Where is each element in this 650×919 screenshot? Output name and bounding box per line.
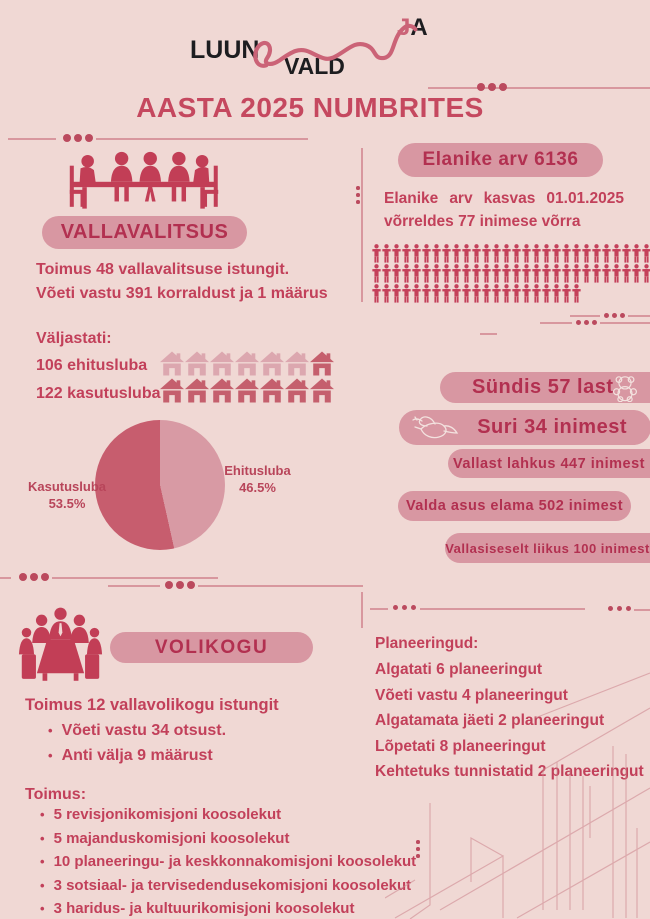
logo-letter-j: J [397, 14, 411, 41]
decor-dot [393, 605, 398, 610]
person-icon [542, 244, 551, 263]
list-item: Lõpetati 8 planeeringut [375, 737, 546, 755]
decor-line [370, 608, 388, 610]
decor-dot [584, 320, 589, 325]
person-icon [372, 244, 381, 263]
person-icon [482, 284, 491, 303]
person-icon [382, 244, 391, 263]
person-icon [442, 244, 451, 263]
decor-line [52, 577, 218, 579]
person-icon [572, 264, 581, 283]
decor-dot [604, 313, 609, 318]
person-icon [532, 264, 541, 283]
house-pictogram-row [160, 378, 334, 403]
vallavalitsus-pill: VALLAVALITSUS [42, 216, 247, 249]
decor-line [600, 322, 650, 324]
decor-line [198, 585, 363, 587]
person-icon [602, 244, 611, 263]
person-icon [432, 284, 441, 303]
building-lineart [385, 658, 650, 919]
list-item: • Anti välja 9 määrust [48, 746, 213, 764]
decor-dot [576, 320, 581, 325]
person-icon [552, 244, 561, 263]
person-icon [452, 264, 461, 283]
person-icon [522, 264, 531, 283]
person-icon [562, 284, 571, 303]
person-icon [502, 244, 511, 263]
decor-line [96, 138, 308, 140]
list-item: Algatati 6 planeeringut [375, 661, 543, 678]
decor-line [8, 138, 56, 140]
person-icon [392, 284, 401, 303]
house-icon [160, 351, 184, 376]
list-item: • 5 majanduskomisjoni koosolekut [40, 829, 290, 847]
decor-vline [361, 148, 363, 302]
river-squiggle-icon [246, 5, 421, 85]
list-item: • 3 haridus- ja kultuurikomisjoni koosolekut [40, 900, 355, 917]
decor-dot [176, 581, 184, 589]
person-icon [642, 244, 650, 263]
komisjon-bullet-list [40, 806, 416, 919]
decor-line [108, 585, 160, 587]
lahkus-pill: Vallast lahkus 447 inimest [448, 449, 650, 478]
asus-elama-pill: Valda asus elama 502 inimest [398, 491, 631, 521]
house-icon [235, 351, 259, 376]
meeting-table-icon [68, 150, 220, 210]
list-item: Kehtetuks tunnistatid 2 planeeringut [375, 763, 644, 780]
person-icon [372, 264, 381, 283]
person-icon [432, 244, 441, 263]
house-pictogram-grid [160, 351, 334, 405]
person-icon [532, 284, 541, 303]
decor-dot [74, 134, 82, 142]
decor-line [634, 609, 650, 611]
person-icon [492, 284, 501, 303]
decor-dot [620, 313, 625, 318]
person-icon [592, 264, 601, 283]
person-icon [442, 284, 451, 303]
person-icon [472, 264, 481, 283]
house-icon [185, 351, 209, 376]
house-icon [160, 378, 184, 403]
person-icon [542, 264, 551, 283]
house-icon [310, 351, 334, 376]
person-icon [622, 264, 631, 283]
person-icon [402, 284, 411, 303]
decor-line [0, 577, 11, 579]
person-icon [632, 244, 641, 263]
population-pictogram-grid [372, 244, 650, 304]
page-title: AASTA 2025 NUMBRITES [136, 92, 484, 123]
volikogu-pill: VOLIKOGU [110, 632, 313, 663]
person-icon [452, 284, 461, 303]
person-icon [392, 264, 401, 283]
elanike-line2: võrreldes 77 inimese võrra [384, 213, 581, 230]
person-icon [582, 264, 591, 283]
person-pictogram-row [372, 264, 650, 283]
house-icon [260, 351, 284, 376]
person-icon [422, 244, 431, 263]
person-icon [462, 244, 471, 263]
house-icon [185, 378, 209, 403]
decor-line [428, 87, 650, 89]
decor-dot [402, 605, 407, 610]
list-item: • Võeti vastu 34 otsust. [48, 722, 227, 739]
person-icon [602, 264, 611, 283]
person-icon [642, 264, 650, 283]
decor-dot [488, 83, 496, 91]
person-icon [612, 244, 621, 263]
person-icon [552, 284, 561, 303]
logo-text-vald: VALD [284, 53, 345, 79]
house-icon [260, 378, 284, 403]
person-icon [632, 264, 641, 283]
person-icon [382, 284, 391, 303]
person-pictogram-row [372, 284, 650, 303]
decor-dot [626, 606, 631, 611]
decor-dot [41, 573, 49, 581]
decor-dot [63, 134, 71, 142]
list-item: • 10 planeeringu- ja keskkonnakomisjoni koosolekut [40, 853, 417, 870]
decor-dot [499, 83, 507, 91]
person-icon [382, 264, 391, 283]
person-icon [512, 264, 521, 283]
person-icon [432, 264, 441, 283]
person-icon [582, 244, 591, 263]
house-icon [285, 378, 309, 403]
person-icon [402, 264, 411, 283]
decor-dot [592, 320, 597, 325]
person-icon [592, 244, 601, 263]
decor-dot [165, 581, 173, 589]
person-icon [402, 244, 411, 263]
volikogu-bullet-list [48, 722, 226, 771]
decor-line [570, 315, 600, 317]
dove-icon [411, 412, 459, 443]
decor-dot [612, 313, 617, 318]
person-icon [412, 244, 421, 263]
person-icon [462, 264, 471, 283]
person-icon [492, 264, 501, 283]
list-item: • 3 sotsiaal- ja tervisedendusekomisjoni koosolekut [40, 876, 412, 894]
decor-dot [411, 605, 416, 610]
house-icon [310, 378, 334, 403]
person-icon [572, 244, 581, 263]
pie-label-ehitusluba: Ehitusluba 46.5% [224, 463, 291, 495]
decor-line [628, 315, 650, 317]
person-icon [522, 244, 531, 263]
person-icon [392, 244, 401, 263]
person-icon [412, 264, 421, 283]
vallavalitsus-line2: Võeti vastu 391 korraldust ja 1 määrus [36, 285, 328, 302]
logo-letter-a: A [410, 14, 428, 41]
vallavalitsus-line1: Toimus 48 vallavalitsuse istungit. [36, 261, 290, 278]
valjastati-line2: 122 kasutusluba [36, 385, 161, 402]
person-icon [462, 284, 471, 303]
logo-text-luun: LUUN [190, 36, 260, 64]
person-icon [562, 244, 571, 263]
elanike-pill: Elanike arv 6136 [398, 143, 603, 177]
elanike-line1: Elanike arv kasvas 01.01.2025 [384, 190, 624, 207]
decor-dot [85, 134, 93, 142]
house-icon [235, 378, 259, 403]
decor-dot [30, 573, 38, 581]
decor-dot [187, 581, 195, 589]
person-icon [562, 264, 571, 283]
list-item: Algatamata jäeti 2 planeeringut [375, 712, 605, 729]
decor-line [420, 608, 585, 610]
permits-pie-chart [95, 420, 225, 550]
person-icon [442, 264, 451, 283]
decor-line [540, 322, 572, 324]
house-icon [210, 378, 234, 403]
person-icon [482, 244, 491, 263]
person-icon [512, 244, 521, 263]
volikogu-line1: Toimus 12 vallavolikogu istungit [25, 696, 279, 714]
person-icon [552, 264, 561, 283]
decor-line [480, 333, 497, 335]
person-icon [502, 264, 511, 283]
liikus-pill: Vallasiseselt liikus 100 inimest [445, 533, 650, 563]
person-icon [572, 284, 581, 303]
decor-vline [361, 592, 363, 628]
person-icon [422, 264, 431, 283]
person-icon [532, 244, 541, 263]
house-icon [285, 351, 309, 376]
person-icon [512, 284, 521, 303]
person-icon [622, 244, 631, 263]
decor-dot [356, 193, 360, 197]
decor-dot [356, 200, 360, 204]
person-icon [412, 284, 421, 303]
person-icon [472, 284, 481, 303]
person-icon [452, 244, 461, 263]
decor-dot [356, 186, 360, 190]
person-icon [472, 244, 481, 263]
valjastati-line1: 106 ehitusluba [36, 357, 148, 374]
council-table-icon [18, 605, 103, 681]
person-icon [612, 264, 621, 283]
house-icon [210, 351, 234, 376]
decor-dot [617, 606, 622, 611]
person-icon [522, 284, 531, 303]
pie-label-kasutusluba: Kasutusluba 53.5% [27, 479, 106, 511]
planeeringud-heading: Planeeringud: [375, 635, 479, 652]
list-item: Võeti vastu 4 planeeringut [375, 686, 568, 704]
suri-pill: Suri 34 inimest [399, 410, 650, 445]
person-icon [502, 284, 511, 303]
teddy-bear-icon [611, 374, 639, 402]
sundis-pill: Sündis 57 last [440, 372, 650, 403]
person-icon [492, 244, 501, 263]
decor-dot [477, 83, 485, 91]
house-pictogram-row [160, 351, 334, 376]
person-icon [422, 284, 431, 303]
person-pictogram-row [372, 244, 650, 263]
list-item: • 5 revisjonikomisjoni koosolekut [40, 806, 282, 823]
person-icon [372, 284, 381, 303]
person-icon [482, 264, 491, 283]
valjastati-heading: Väljastati: [36, 330, 112, 347]
toimus-heading: Toimus: [25, 786, 87, 803]
decor-dot [608, 606, 613, 611]
decor-dot [19, 573, 27, 581]
person-icon [542, 284, 551, 303]
